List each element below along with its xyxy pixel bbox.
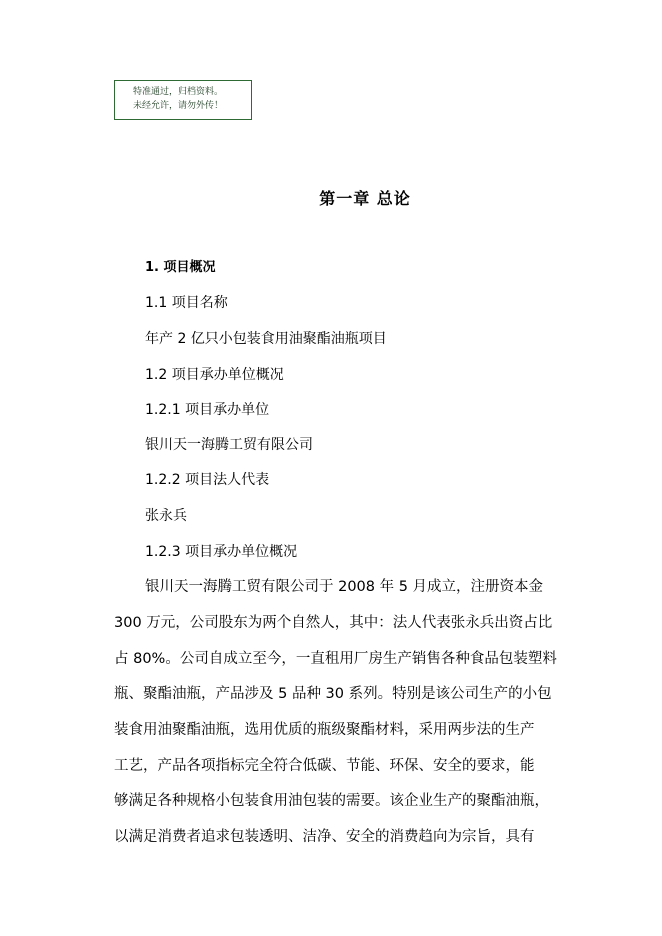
legal-representative: 张永兵	[145, 508, 187, 524]
notice-line-2: 未经允许，请勿外传！	[133, 101, 224, 111]
body-line-4: 瓶、聚酯油瓶，产品涉及 5 品种 30 系列。特别是该公司生产的小包	[114, 686, 552, 702]
section-heading-1-2: 1.2 项目承办单位概况	[145, 367, 284, 383]
notice-line-1: 特准通过，归档资料。	[133, 87, 224, 97]
section-heading-1-1: 1.1 项目名称	[145, 295, 228, 311]
body-line-7: 够满足各种规格小包装食用油包装的需要。该企业生产的聚酯油瓶，	[114, 793, 549, 809]
body-line-6: 工艺，产品各项指标完全符合低碳、节能、环保、安全的要求，能	[114, 758, 535, 774]
body-line-3: 占 80%。公司自成立至今，一直租用厂房生产销售各种食品包装塑料	[114, 651, 557, 667]
body-line-1: 银川天一海腾工贸有限公司于 2008 年 5 月成立，注册资本金	[145, 579, 544, 595]
body-line-2: 300 万元，公司股东为两个自然人，其中：法人代表张永兵出资占比	[114, 615, 553, 631]
confidential-notice-box	[114, 80, 252, 120]
body-line-8: 以满足消费者追求包装透明、洁净、安全的消费趋向为宗旨，具有	[114, 829, 535, 845]
company-name: 银川天一海腾工贸有限公司	[145, 437, 313, 453]
project-name: 年产 2 亿只小包装食用油聚酯油瓶项目	[145, 331, 387, 347]
body-line-5: 装食用油聚酯油瓶，选用优质的瓶级聚酯材料，采用两步法的生产	[114, 722, 535, 738]
section-heading-1: 1. 项目概况	[145, 260, 216, 275]
chapter-title: 第一章 总论	[319, 189, 411, 208]
section-heading-1-2-3: 1.2.3 项目承办单位概况	[145, 544, 298, 560]
section-heading-1-2-1: 1.2.1 项目承办单位	[145, 402, 270, 418]
section-heading-1-2-2: 1.2.2 项目法人代表	[145, 472, 270, 488]
